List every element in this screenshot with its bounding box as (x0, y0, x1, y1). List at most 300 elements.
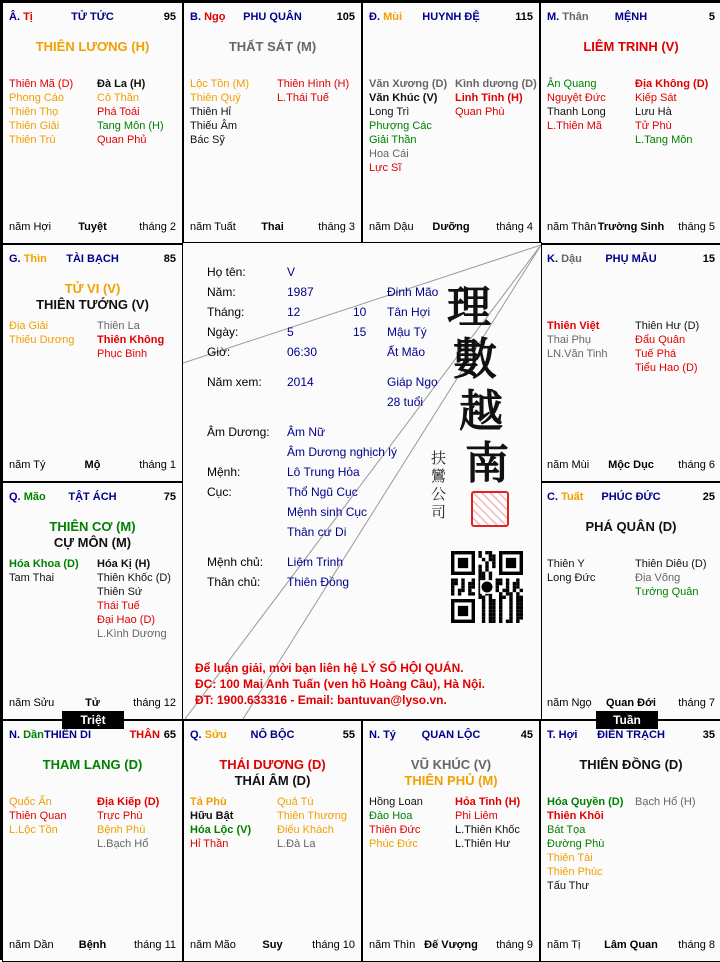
minor-star: Thiên La (97, 320, 140, 332)
palace-tuat[interactable] (540, 482, 720, 720)
minor-star: Hữu Bật (190, 810, 234, 822)
minor-star: Hồng Loan (369, 796, 423, 808)
minor-star: Thiên Việt (547, 320, 600, 332)
minor-star: Địa Giải (9, 320, 49, 332)
minor-star: Hóa Kị (H) (97, 558, 151, 570)
palace-can: Q. (190, 729, 202, 741)
palace-footer (9, 697, 176, 711)
year-label: năm Tị (547, 939, 581, 951)
main-star: THIÊN PHỦ (M) (404, 773, 498, 788)
minor-star: Tuế Phá (635, 348, 677, 360)
qr-code-icon (451, 551, 523, 623)
minor-star: Quan Phù (455, 106, 505, 118)
life-stage: Trường Sinh (597, 221, 665, 233)
palace-number: 15 (702, 253, 715, 265)
month-label: tháng 6 (678, 459, 715, 471)
minor-star: Văn Khúc (V) (369, 92, 438, 104)
minor-star: L.Thái Tuế (277, 92, 329, 104)
palace-chi: Dậu (561, 253, 582, 265)
info-amduong2: Âm Dương nghịch lý (287, 445, 397, 459)
info-label: Tháng: (207, 305, 245, 319)
minor-star: Thiên Thương (277, 810, 348, 822)
palace-chi: Mùi (383, 11, 403, 23)
minor-star: Thiên Y (547, 558, 585, 570)
minor-star: Quả Tú (277, 796, 314, 808)
palace-chi: Thìn (23, 253, 47, 265)
minor-stars-left (190, 795, 251, 851)
minor-stars-right (97, 319, 164, 361)
palace-dan[interactable] (2, 720, 183, 962)
info-label: Năm: (207, 285, 236, 299)
main-star: LIÊM TRINH (V) (583, 39, 679, 54)
info-canchi: Giáp Ngọ (387, 375, 438, 389)
palace-can: N. (9, 729, 20, 741)
minor-star: L.Thiên Mã (547, 120, 603, 132)
minor-star: Tướng Quân (635, 586, 699, 598)
info-label: Năm xem: (207, 375, 262, 389)
info-cuc2: Mệnh sinh Cục (287, 505, 368, 519)
life-stage: Mộc Dục (608, 459, 654, 471)
month-label: tháng 10 (312, 939, 355, 951)
palace-name: THIÊN DI (43, 729, 92, 741)
main-star: THẤT SÁT (M) (228, 39, 317, 54)
main-star: THIÊN TƯỚNG (V) (36, 297, 149, 312)
palace-number: 5 (708, 11, 715, 23)
info-label: Giờ: (207, 345, 231, 359)
palace-header (369, 11, 533, 27)
than-marker: THÂN (129, 729, 160, 741)
minor-stars-left (369, 77, 447, 175)
minor-star: Thiên Khốc (D) (97, 572, 171, 584)
palace-name: TẬT ÁCH (68, 491, 117, 503)
minor-star: Thiên Khôi (547, 810, 604, 822)
minor-star: Hóa Lộc (V) (190, 824, 252, 836)
minor-star: Hỏa Tinh (H) (455, 796, 521, 808)
palace-thin[interactable] (2, 244, 183, 482)
palace-ty[interactable] (2, 2, 183, 244)
minor-star: Quốc Ấn (9, 796, 52, 808)
minor-star: Thiên Diêu (D) (635, 558, 707, 570)
year-label: năm Tuất (190, 221, 236, 233)
minor-star: Thiên Tài (547, 852, 593, 864)
minor-star: Địa Võng (635, 572, 681, 584)
minor-star: Thiên Quý (190, 92, 241, 104)
info-value: 5 (287, 325, 294, 339)
palace-header (9, 11, 176, 27)
minor-star: Thiếu Âm (190, 120, 238, 132)
palace-number: 75 (163, 491, 176, 503)
year-label: năm Thân (547, 221, 597, 233)
minor-stars-right (635, 77, 708, 147)
life-stage: Quan Đới (606, 697, 656, 709)
minor-star: Bệnh Phù (97, 824, 146, 836)
life-stage: Suy (262, 939, 283, 951)
info-menhchu-lbl: Mệnh chủ: (207, 555, 264, 569)
info-thanchu-lbl: Thân chủ: (207, 575, 261, 589)
minor-star: L.Kình Dương (97, 628, 167, 640)
main-star: THÁI ÂM (D) (234, 773, 311, 788)
info-lunar: 10 (353, 305, 367, 319)
main-star: THIÊN ĐỒNG (D) (579, 757, 683, 772)
minor-star: Đại Hao (D) (97, 614, 156, 626)
palace-header (190, 11, 355, 27)
minor-stars-left (547, 795, 623, 893)
minor-star: Thiên Không (97, 334, 165, 346)
palace-footer (547, 221, 715, 235)
info-thanchu: Thiên Đồng (287, 575, 350, 589)
main-star: THÁI DƯƠNG (D) (219, 757, 326, 772)
palace-header (9, 253, 176, 269)
minor-stars-right (97, 77, 164, 147)
palace-header (547, 491, 715, 507)
main-star: THIÊN LƯƠNG (H) (35, 39, 150, 54)
minor-star: Hoa Cái (369, 148, 409, 160)
palace-header (547, 729, 715, 745)
minor-stars-left (9, 319, 74, 347)
minor-star: Phúc Đức (369, 838, 418, 850)
year-label: năm Hợi (9, 221, 52, 233)
minor-stars-left (9, 795, 66, 837)
info-canchi: 28 tuổi (387, 395, 424, 409)
contact-address: ĐC: 100 Mai Anh Tuấn (ven hồ Hoàng Cầu), Hà Nội. (195, 677, 486, 691)
minor-star: Phá Toái (97, 106, 140, 118)
info-canchi: Mậu Tý (387, 325, 427, 339)
minor-stars-left (9, 77, 73, 147)
palace-number: 105 (336, 11, 355, 23)
minor-star: Hóa Quyền (D) (547, 796, 624, 808)
palace-footer (547, 459, 715, 473)
palace-ty2[interactable] (362, 720, 540, 962)
palace-chi: Thân (562, 11, 589, 23)
minor-star: Thiên Thọ (9, 106, 59, 118)
main-star: THAM LANG (D) (42, 757, 143, 772)
year-label: năm Ngọ (547, 697, 592, 709)
main-star: CỰ MÔN (M) (53, 535, 132, 550)
life-stage: Tử (85, 697, 100, 709)
palace-header (547, 253, 715, 269)
palace-can: B. (190, 11, 201, 23)
palace-chi: Tý (383, 729, 396, 741)
palace-footer (369, 939, 533, 953)
minor-star: Văn Xương (D) (369, 78, 448, 90)
minor-stars-left (369, 795, 423, 851)
minor-star: Giải Thần (369, 134, 417, 146)
minor-star: Tang Môn (H) (97, 120, 164, 132)
palace-number: 45 (520, 729, 533, 741)
info-cuc3: Thân cư Di (287, 525, 347, 539)
minor-star: Thiên Đức (369, 824, 421, 836)
palace-name: PHU QUÂN (243, 11, 302, 23)
year-label: năm Mùi (547, 459, 590, 471)
palace-number: 55 (342, 729, 355, 741)
palace-dau[interactable] (540, 244, 720, 482)
palace-chi: Dần (23, 729, 44, 741)
minor-star: Hỉ Thần (190, 838, 229, 850)
palace-footer (369, 221, 533, 235)
minor-stars-left (9, 557, 79, 585)
main-star: PHÁ QUÂN (D) (585, 519, 677, 534)
palace-chi: Mão (23, 491, 46, 503)
palace-can: G. (9, 253, 21, 265)
palace-name: NÔ BỘC (250, 729, 295, 741)
palace-can: K. (547, 253, 558, 265)
minor-star: Thiên Phúc (547, 866, 603, 878)
palace-name: TỬ TỨC (71, 11, 114, 23)
minor-stars-right (635, 795, 696, 809)
palace-chi: Ngọ (204, 11, 226, 23)
minor-star: Phục Binh (97, 348, 148, 360)
minor-stars-right (635, 557, 707, 599)
minor-star: Hóa Khoa (D) (9, 558, 79, 570)
tuan-badge: Tuần (596, 711, 658, 729)
palace-number: 85 (163, 253, 176, 265)
palace-chi: Hợi (558, 729, 578, 741)
minor-star: Tả Phù (190, 796, 227, 808)
minor-star: L.Thiên Hư (455, 838, 511, 850)
minor-star: L.Lộc Tồn (9, 824, 58, 836)
main-star: THIÊN CƠ (M) (49, 519, 136, 534)
palace-name: HUYNH ĐỆ (422, 11, 480, 23)
minor-star: Tấu Thư (547, 880, 590, 892)
palace-chi: Tuất (561, 491, 584, 503)
palace-can: Đ. (369, 11, 380, 23)
minor-star: Thiên Hư (D) (635, 320, 700, 332)
month-label: tháng 11 (133, 939, 176, 951)
calligraphy-char: 南 (465, 438, 509, 489)
minor-star: Thái Tuế (97, 600, 140, 612)
life-stage: Dưỡng (432, 221, 470, 233)
palace-can: M. (547, 11, 560, 23)
minor-star: Kiếp Sát (635, 92, 677, 104)
palace-chi: Tị (23, 11, 33, 23)
calligraphy-char: 理 (447, 282, 491, 333)
minor-star: Tam Thai (9, 572, 55, 584)
minor-star: L.Tang Môn (635, 134, 693, 146)
minor-star: Bát Tọa (547, 824, 586, 836)
minor-star: Đào Hoa (369, 810, 413, 822)
year-label: năm Sửu (9, 697, 55, 709)
calligraphy-char: 越 (459, 386, 503, 437)
palace-footer (9, 459, 176, 473)
info-canchi: Ất Mão (387, 345, 426, 359)
minor-star: Long Trì (369, 106, 410, 118)
info-value: 2014 (287, 375, 314, 389)
palace-number: 115 (515, 11, 533, 23)
minor-stars-left (547, 77, 606, 133)
minor-star: Lưu Hà (635, 106, 672, 118)
palace-number: 35 (702, 729, 715, 741)
month-label: tháng 12 (133, 697, 176, 709)
month-label: tháng 5 (678, 221, 715, 233)
minor-star: L.Thiên Khốc (455, 824, 520, 836)
minor-stars-right (277, 77, 349, 105)
minor-star: Long Đức (547, 572, 596, 584)
contact-line: Để luận giải, mời bạn liên hệ LÝ SỐ HỘI QUÁN. (195, 661, 464, 675)
minor-stars-left (190, 77, 249, 147)
minor-star: Thiên Trù (9, 134, 56, 146)
minor-stars-right (277, 795, 347, 851)
palace-header (547, 11, 715, 27)
info-cuc-lbl: Cục: (207, 485, 232, 499)
minor-star: Trực Phù (97, 810, 143, 822)
minor-stars-left (547, 557, 595, 585)
month-label: tháng 9 (496, 939, 533, 951)
minor-star: Linh Tinh (H) (455, 92, 523, 104)
info-menh: Lô Trung Hỏa (287, 465, 360, 479)
info-value: 12 (287, 305, 301, 319)
palace-ngo[interactable] (183, 2, 362, 244)
year-label: năm Dần (9, 939, 54, 951)
minor-star: Thiên Giải (9, 120, 60, 132)
info-label: Ngày: (207, 325, 239, 339)
palace-header (9, 729, 176, 745)
info-amduong-lbl: Âm Dương: (207, 425, 270, 439)
info-lunar: 15 (353, 325, 367, 339)
minor-star: Ân Quang (547, 78, 597, 90)
minor-star: L.Đà La (277, 838, 316, 850)
palace-hoi[interactable] (540, 720, 720, 962)
info-value: V (287, 265, 296, 279)
palace-name: PHỤ MẪU (605, 253, 657, 265)
calligraphy-small-char: 司 (431, 503, 447, 521)
month-label: tháng 8 (678, 939, 715, 951)
palace-footer (9, 939, 176, 953)
minor-stars-right (97, 795, 159, 851)
month-label: tháng 4 (496, 221, 533, 233)
year-label: năm Thìn (369, 939, 416, 951)
info-menh-lbl: Mệnh: (207, 465, 241, 479)
palace-header (9, 491, 176, 507)
year-label: năm Tý (9, 459, 46, 471)
info-amduong: Âm Nữ (287, 425, 326, 439)
minor-star: Điếu Khách (277, 824, 334, 836)
minor-stars-right (97, 557, 171, 641)
info-cuc: Thổ Ngũ Cục (287, 485, 358, 499)
minor-star: Tiểu Hao (D) (635, 362, 698, 374)
minor-star: Đường Phù (547, 838, 605, 850)
info-canchi: Đinh Mão (387, 285, 439, 299)
minor-star: Cô Thần (97, 92, 139, 104)
minor-star: Địa Kiếp (D) (97, 796, 160, 808)
info-value: 1987 (287, 285, 314, 299)
life-stage: Bệnh (78, 939, 107, 951)
minor-star: Nguyệt Đức (547, 92, 606, 104)
life-stage: Lâm Quan (604, 939, 658, 951)
palace-footer (9, 221, 176, 235)
palace-header (190, 729, 355, 745)
palace-can: N. (369, 729, 380, 741)
month-label: tháng 7 (678, 697, 715, 709)
minor-star: Thanh Long (547, 106, 606, 118)
calligraphy-small-char: 扶 (431, 449, 447, 467)
minor-star: Lực Sĩ (369, 162, 402, 174)
calligraphy-char: 數 (453, 334, 497, 385)
minor-star: Thiên Hình (H) (277, 78, 350, 90)
info-value: 06:30 (287, 345, 318, 359)
main-star: VŨ KHÚC (V) (410, 757, 492, 772)
minor-star: Kình dương (D) (455, 78, 537, 90)
year-label: năm Dậu (369, 221, 414, 233)
month-label: tháng 1 (139, 459, 176, 471)
minor-star: Thiên Quan (9, 810, 67, 822)
minor-star: Bác Sỹ (190, 134, 225, 146)
palace-chi: Sửu (204, 729, 227, 741)
palace-than[interactable] (540, 2, 720, 244)
minor-star: LN.Văn Tinh (547, 348, 608, 360)
palace-number: 25 (702, 491, 715, 503)
minor-stars-right (455, 795, 520, 851)
palace-name: MỆNH (614, 11, 648, 23)
palace-mao[interactable] (2, 482, 183, 720)
minor-stars-right (635, 319, 699, 375)
calligraphy-logo (431, 271, 525, 551)
minor-star: Phượng Các (369, 120, 432, 132)
palace-mui[interactable] (362, 2, 540, 244)
minor-star: Đà La (H) (97, 78, 146, 90)
minor-stars-left (547, 319, 608, 361)
palace-footer (190, 221, 355, 235)
palace-name: TÀI BẠCH (66, 253, 119, 265)
palace-footer (547, 697, 715, 711)
info-label: Họ tên: (207, 265, 246, 279)
palace-can: T. (547, 729, 556, 741)
palace-can: Â. (9, 11, 20, 23)
calligraphy-small-char: 公 (431, 485, 447, 503)
minor-star: Phi Liêm (455, 810, 498, 822)
palace-number: 65 (163, 729, 176, 741)
minor-star: Thai Phụ (547, 334, 592, 346)
palace-name: ĐIỀN TRẠCH (597, 729, 665, 741)
palace-can: Q. (9, 491, 21, 503)
triet-badge: Triệt (62, 711, 124, 729)
contact-phone-email: ĐT: 1900.633316 - Email: bantuvan@lyso.vn. (195, 693, 447, 707)
info-menhchu: Liêm Trinh (287, 555, 344, 569)
main-star: TỬ VI (V) (64, 281, 121, 296)
month-label: tháng 3 (318, 221, 355, 233)
minor-star: Phong Cáo (9, 92, 65, 104)
palace-footer (190, 939, 355, 953)
palace-header (369, 729, 533, 745)
center-info-panel (182, 242, 542, 720)
minor-star: Địa Không (D) (635, 78, 709, 90)
minor-star: Thiên Mã (D) (9, 78, 74, 90)
minor-star: L.Bạch Hổ (97, 838, 149, 850)
palace-footer (547, 939, 715, 953)
life-stage: Mộ (84, 459, 101, 471)
minor-star: Thiếu Dương (9, 334, 75, 346)
minor-star: Tử Phù (635, 120, 672, 132)
red-seal-stamp (471, 491, 509, 527)
palace-name: QUAN LỘC (421, 729, 481, 741)
life-stage: Đế Vượng (424, 939, 478, 951)
minor-star: Thiên Sứ (97, 586, 143, 598)
palace-name: PHÚC ĐỨC (601, 491, 661, 503)
minor-star: Bạch Hổ (H) (635, 796, 696, 808)
life-stage: Tuyệt (78, 221, 107, 233)
year-label: năm Mão (190, 939, 236, 951)
calligraphy-small-char: 鸞 (431, 467, 447, 485)
month-label: tháng 2 (139, 221, 176, 233)
minor-stars-right (455, 77, 537, 119)
info-canchi: Tân Hợi (387, 305, 431, 319)
minor-star: Thiên Hỉ (190, 106, 231, 118)
minor-star: Đẩu Quân (635, 334, 686, 346)
minor-star: Quan Phủ (97, 134, 147, 146)
palace-number: 95 (163, 11, 176, 23)
life-stage: Thai (261, 221, 284, 233)
palace-suu[interactable] (183, 720, 362, 962)
palace-can: C. (547, 491, 558, 503)
